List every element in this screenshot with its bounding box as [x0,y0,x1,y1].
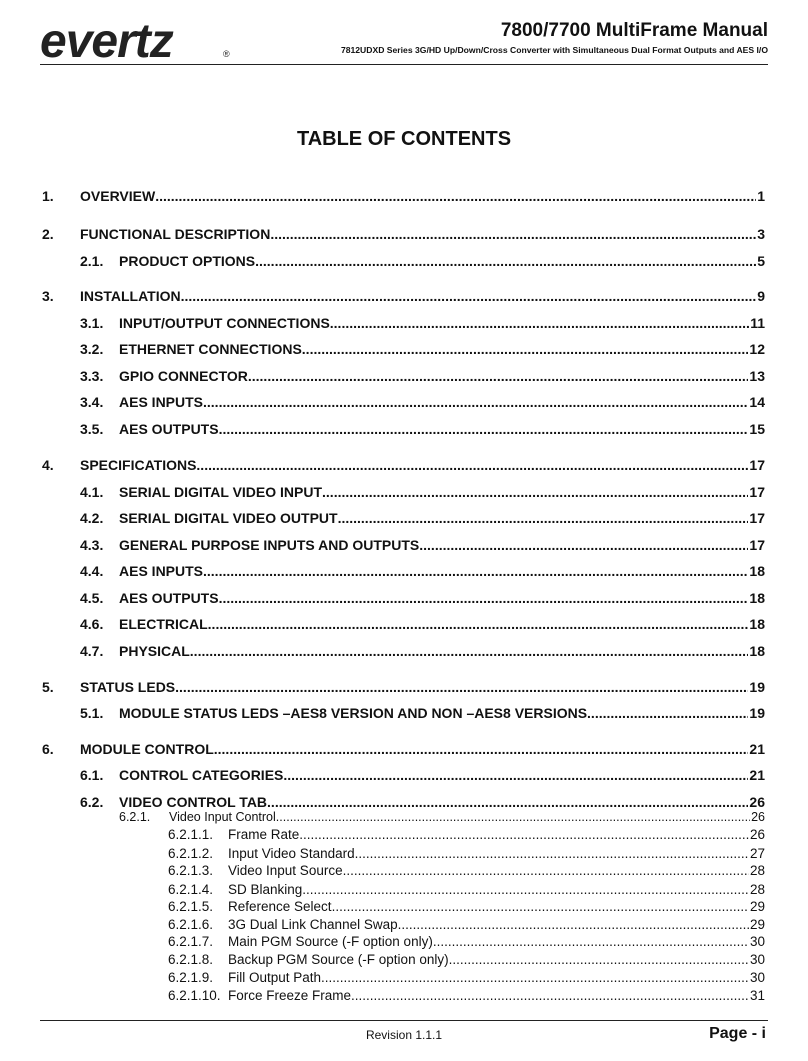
toc-entry-number: 6.2.1.6. [168,917,214,932]
dot-leader [330,313,749,333]
toc-entry-number: 3.5. [80,421,104,437]
toc-entry-number: 6.2.1.1. [168,827,214,842]
toc-entry-title: INPUT/OUTPUT CONNECTIONS [119,315,330,331]
dot-leader [355,845,749,862]
toc-entry-number: 3.4. [80,394,104,410]
toc-entry[interactable] [168,826,765,843]
toc-entry-number: 6.2.1.4. [168,882,214,897]
toc-entry[interactable] [80,703,765,723]
toc-entry-page: 21 [749,741,765,757]
dot-leader [175,677,748,697]
toc-entry-title: MODULE CONTROL [80,741,214,757]
toc-entry[interactable] [168,898,765,915]
toc-entry-number: 4.3. [80,537,104,553]
dot-leader [181,286,757,306]
toc-entry[interactable] [80,392,765,412]
toc-entry-page: 18 [749,616,765,632]
toc-entry[interactable] [42,739,765,759]
toc-entry[interactable] [80,419,765,439]
toc-entry-title: AES OUTPUTS [119,590,219,606]
toc-entry-title: Main PGM Source (-F option only) [228,934,433,949]
toc-entry-number: 6. [42,741,54,757]
dot-leader [283,765,748,785]
toc-entry-page: 18 [749,590,765,606]
toc-entry-page: 30 [749,970,765,985]
toc-entry[interactable] [80,588,765,608]
toc-entry[interactable] [80,765,765,785]
dot-leader [203,392,748,412]
dot-leader [338,508,749,528]
toc-entry[interactable] [80,339,765,359]
toc-entry-title: PHYSICAL [119,643,190,659]
toc-entry-number: 6.2.1.10. [168,988,221,1003]
dot-leader [343,862,749,879]
dot-leader [299,826,749,843]
toc-entry-page: 26 [749,794,765,810]
toc-entry[interactable] [42,224,765,244]
toc-entry-title: Force Freeze Frame [228,988,352,1003]
toc-entry[interactable] [168,969,765,986]
registered-mark: ® [223,49,230,59]
toc-entry-number: 6.2.1.2. [168,846,214,861]
toc-entry-number: 6.2.1.5. [168,899,214,914]
toc-entry-title: Video Input Control [169,810,276,824]
toc-entry[interactable] [80,366,765,386]
toc-entry[interactable] [80,535,765,555]
dot-leader [322,482,748,502]
toc-entry-page: 11 [750,315,765,331]
toc-entry-page: 12 [749,341,765,357]
dot-leader [214,739,749,759]
page-number-label: Page - i [709,1025,766,1042]
toc-entry-page: 26 [751,810,765,824]
toc-entry-number: 3.3. [80,368,104,384]
toc-entry-number: 3. [42,288,54,304]
dot-leader [203,561,748,581]
toc-entry-page: 18 [749,643,765,659]
toc-entry-title: GPIO CONNECTOR [119,368,248,384]
toc-entry[interactable] [168,862,765,879]
dot-leader [248,366,749,386]
dot-leader [587,703,748,723]
toc-entry[interactable] [80,561,765,581]
toc-entry-number: 1. [42,188,54,204]
toc-entry-page: 21 [749,767,765,783]
toc-entry-number: 6.2.1.3. [168,863,214,878]
toc-entry-title: Frame Rate [228,827,300,842]
toc-entry-title: OVERVIEW [80,188,156,204]
toc-entry-number: 4.1. [80,484,104,500]
dot-leader [398,916,749,933]
dot-leader [419,535,748,555]
toc-entry-page: 18 [749,563,765,579]
dot-leader [276,809,750,826]
manual-title: 7800/7700 MultiFrame Manual [500,20,768,41]
toc-entry[interactable] [80,508,765,528]
dot-leader [351,987,749,1004]
toc-entry-number: 6.2. [80,794,104,810]
toc-entry[interactable] [80,614,765,634]
toc-entry-title: GENERAL PURPOSE INPUTS AND OUTPUTS [119,537,420,553]
toc-entry-title: Video Input Source [228,863,343,878]
toc-entry[interactable] [80,641,765,661]
toc-entry-page: 27 [749,846,765,861]
toc-entry-title: MODULE STATUS LEDS –AES8 VERSION AND NON –AES8 VERSIONS [119,705,588,721]
toc-entry-number: 6.2.1.9. [168,970,214,985]
toc-entry-title: STATUS LEDS [80,679,176,695]
toc-entry-number: 6.2.1. [119,810,151,824]
toc-entry-number: 6.1. [80,767,104,783]
toc-entry-page: 30 [749,952,765,967]
toc-entry-number: 6.2.1.8. [168,952,214,967]
toc-entry[interactable] [168,845,765,862]
toc-entry-page: 17 [749,537,765,553]
toc-entry[interactable] [42,186,765,206]
toc-entry-number: 5. [42,679,54,695]
dot-leader [302,339,749,359]
toc-entry-title: SERIAL DIGITAL VIDEO OUTPUT [119,510,338,526]
dot-leader [433,933,749,950]
dot-leader [321,969,749,986]
dot-leader [219,588,749,608]
toc-entry-page: 31 [749,988,765,1003]
dot-leader [255,251,756,271]
footer-divider [40,1020,768,1021]
toc-entry-title: CONTROL CATEGORIES [119,767,284,783]
dot-leader [302,881,749,898]
revision-label: Revision 1.1.1 [365,1028,443,1042]
toc-entry-page: 28 [749,882,765,897]
dot-leader [190,641,749,661]
toc-entry[interactable] [168,987,765,1004]
toc-entry-title: SERIAL DIGITAL VIDEO INPUT [119,484,323,500]
dot-leader [270,224,756,244]
toc-entry-title: Input Video Standard [228,846,355,861]
dot-leader [449,951,749,968]
toc-entry[interactable] [80,482,765,502]
toc-entry-page: 9 [757,288,765,304]
toc-entry-title: AES INPUTS [119,563,204,579]
toc-entry[interactable] [42,677,765,697]
toc-entry-title: SD Blanking [228,882,303,897]
toc-entry[interactable] [168,916,765,933]
toc-entry-number: 4.6. [80,616,104,632]
toc-entry[interactable] [42,455,765,475]
toc-entry-title: ELECTRICAL [119,616,208,632]
toc-entry-page: 1 [757,188,765,204]
toc-entry-title: SPECIFICATIONS [80,457,197,473]
toc-entry-number: 4.4. [80,563,104,579]
toc-entry-page: 17 [749,510,765,526]
manual-subtitle: 7812UDXD Series 3G/HD Up/Down/Cross Converter with Simultaneous Dual Format Outputs and AES I/O [340,45,768,55]
toc-entry-page: 14 [749,394,765,410]
dot-leader [332,898,749,915]
toc-entry-page: 29 [749,899,765,914]
toc-entry-page: 3 [757,226,765,242]
toc-entry[interactable] [80,313,765,333]
toc-entry-title: VIDEO CONTROL TAB [119,794,268,810]
toc-entry-title: Fill Output Path [228,970,322,985]
toc-entry-number: 4.2. [80,510,104,526]
toc-entry-number: 2. [42,226,54,242]
toc-entry-title: INSTALLATION [80,288,181,304]
toc-entry-title: 3G Dual Link Channel Swap [228,917,398,932]
toc-entry-number: 6.2.1.7. [168,934,214,949]
toc-heading: TABLE OF CONTENTS [296,128,512,150]
toc-entry-page: 17 [749,484,765,500]
toc-entry-page: 26 [749,827,765,842]
toc-entry[interactable] [168,881,765,898]
evertz-logo: evertz [40,15,173,68]
toc-entry-title: FUNCTIONAL DESCRIPTION [80,226,271,242]
dot-leader [196,455,748,475]
toc-entry-page: 28 [749,863,765,878]
toc-entry-title: AES OUTPUTS [119,421,219,437]
toc-entry[interactable] [42,286,765,306]
dot-leader [155,186,756,206]
dot-leader [219,419,749,439]
toc-entry-number: 5.1. [80,705,104,721]
dot-leader [208,614,749,634]
toc-entry-page: 19 [749,679,765,695]
toc-entry-page: 19 [749,705,765,721]
toc-entry-number: 3.2. [80,341,104,357]
toc-entry-page: 5 [757,253,765,269]
toc-entry[interactable] [80,251,765,271]
toc-entry-page: 29 [749,917,765,932]
toc-entry-number: 4.5. [80,590,104,606]
toc-entry-title: PRODUCT OPTIONS [119,253,256,269]
toc-entry-number: 4. [42,457,54,473]
toc-entry-page: 17 [749,457,765,473]
toc-entry[interactable] [168,951,765,968]
toc-entry-title: ETHERNET CONNECTIONS [119,341,302,357]
toc-entry-page: 30 [749,934,765,949]
toc-entry-title: Reference Select [228,899,332,914]
toc-entry-number: 4.7. [80,643,104,659]
toc-entry[interactable] [119,809,765,826]
toc-entry[interactable] [168,933,765,950]
toc-entry-page: 15 [749,421,765,437]
toc-entry-title: Backup PGM Source (-F option only) [228,952,449,967]
toc-entry-title: AES INPUTS [119,394,204,410]
toc-entry-page: 13 [749,368,765,384]
toc-entry-number: 2.1. [80,253,104,269]
toc-entry-number: 3.1. [80,315,104,331]
